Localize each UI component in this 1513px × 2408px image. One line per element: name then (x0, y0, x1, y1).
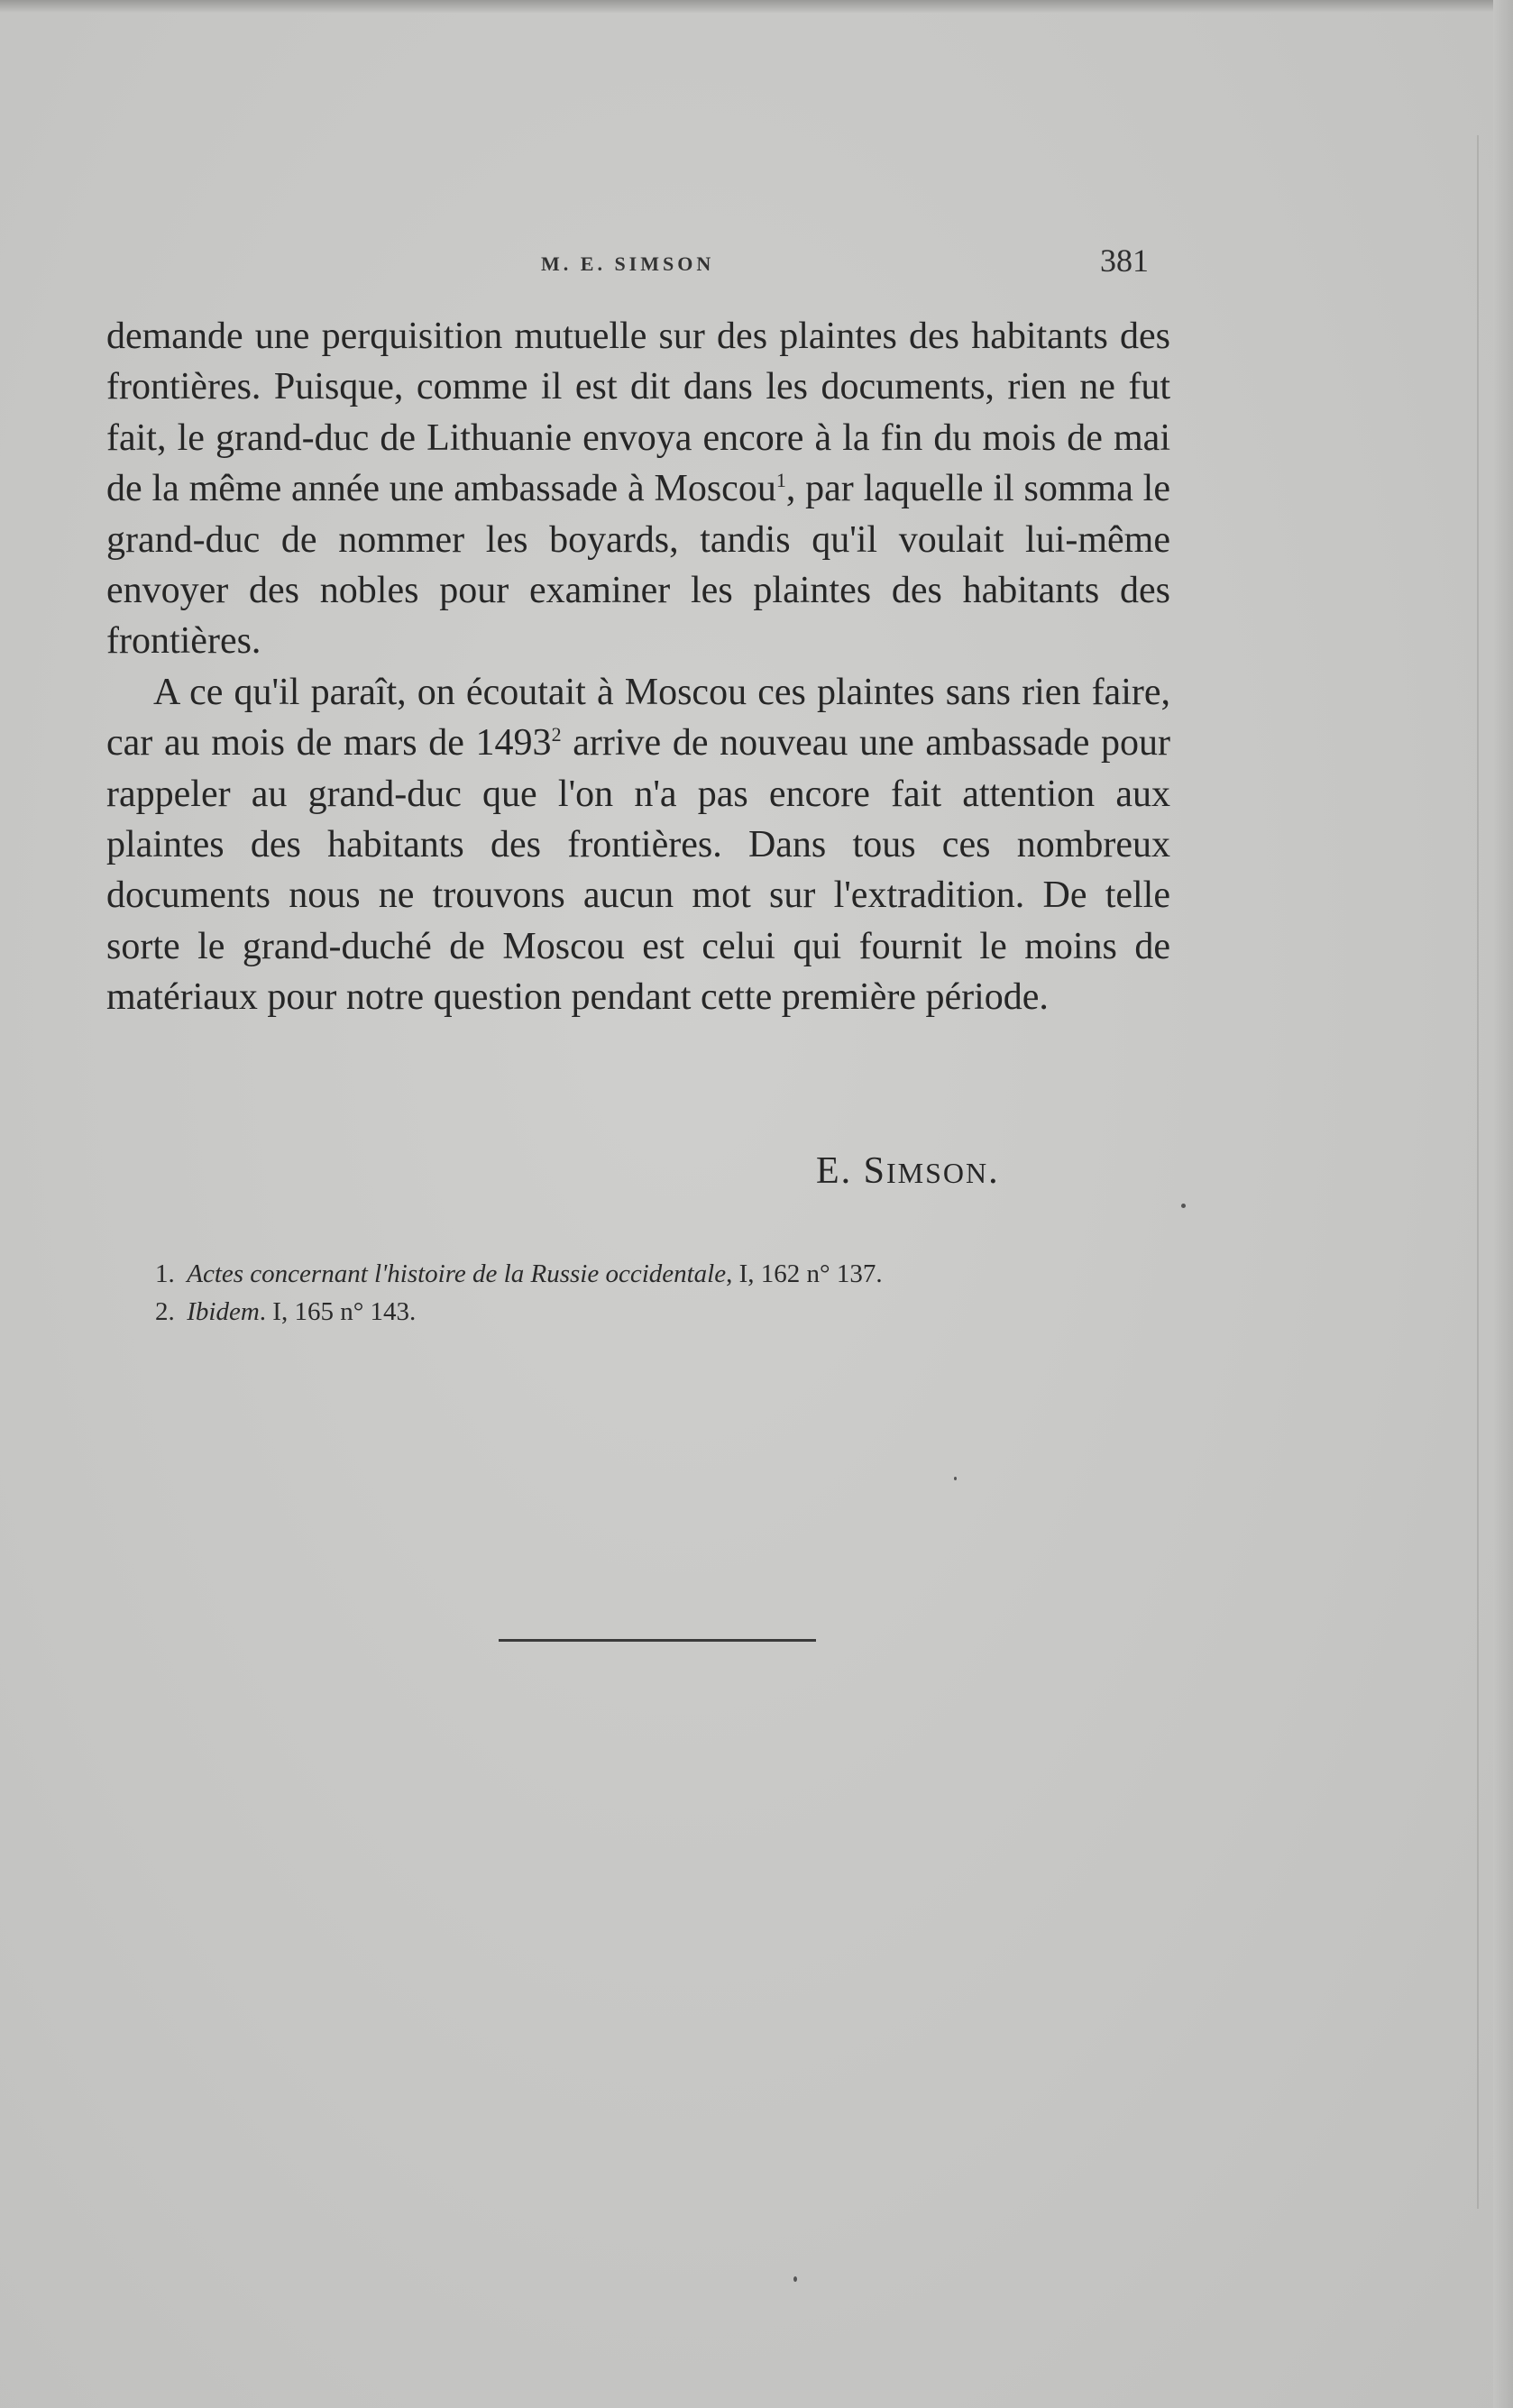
footnote-2 (155, 1293, 883, 1331)
footnote-1 (155, 1255, 883, 1293)
footnote-1-number: 1. (155, 1259, 175, 1288)
page-right-edge (1493, 0, 1513, 2408)
running-head: M. E. SIMSON (541, 252, 715, 275)
footnotes (155, 1255, 883, 1331)
page-top-edge (0, 0, 1513, 13)
signature-rest: IMSON (886, 1157, 989, 1189)
paragraph-2 (106, 667, 1170, 1023)
signature-end: . (988, 1150, 1000, 1192)
paper-speck (954, 1477, 957, 1480)
footnote-2-reference: . I, 165 n° 143. (259, 1297, 417, 1326)
footnote-ref-1: 1 (775, 469, 786, 492)
paragraph-2-text-before: A ce qu'il paraît, on écoutait à Moscou ces plaintes sans rien faire, car au mois de mars de 1493 (106, 671, 1170, 765)
footnote-2-title: Ibidem (187, 1297, 260, 1326)
paragraph-1-text-before: demande une perquisition mutuelle sur des plaintes des habitants des frontières. Puisque, comme il est dit dans les documents, rien ne fut fait, le grand-duc de Lithuanie envoya encore à la fin du mois de mai de la même année une ambassade à Moscou (106, 316, 1170, 510)
paragraph-1-text-after: , par laquelle il somma le grand-duc de nommer les boyards, tandis qu'il voulait lui-même envoyer des nobles pour examiner les plaintes des habitants des frontières. (106, 468, 1170, 663)
end-rule (499, 1639, 816, 1642)
footnote-1-reference: , I, 162 n° 137. (726, 1259, 883, 1288)
author-signature (816, 1149, 1000, 1193)
footnote-ref-2: 2 (551, 723, 562, 746)
footnote-2-number: 2. (155, 1297, 175, 1326)
signature-first-letter: S (863, 1150, 887, 1192)
page-fold-line (1477, 135, 1479, 2209)
footnote-1-title: Actes concernant l'histoire de la Russie occidentale (187, 1259, 727, 1288)
paper-speck (1181, 1204, 1186, 1208)
body-text (106, 311, 1170, 1023)
page-number: 381 (1100, 243, 1149, 279)
signature-initial: E. (816, 1150, 853, 1192)
paragraph-2-text-after: arrive de nouveau une ambassade pour rappeler au grand-duc que l'on n'a pas encore fait attention aux plaintes des habitants des frontières. Dans tous ces nombreux documents nous ne trouvons aucun mot sur l'extradition. De telle sorte le grand-duché de Moscou est celui qui fournit le moins de matériaux pour notre question pendant cette première période. (106, 722, 1170, 1019)
paragraph-1 (106, 311, 1170, 667)
paper-speck (793, 2276, 797, 2282)
